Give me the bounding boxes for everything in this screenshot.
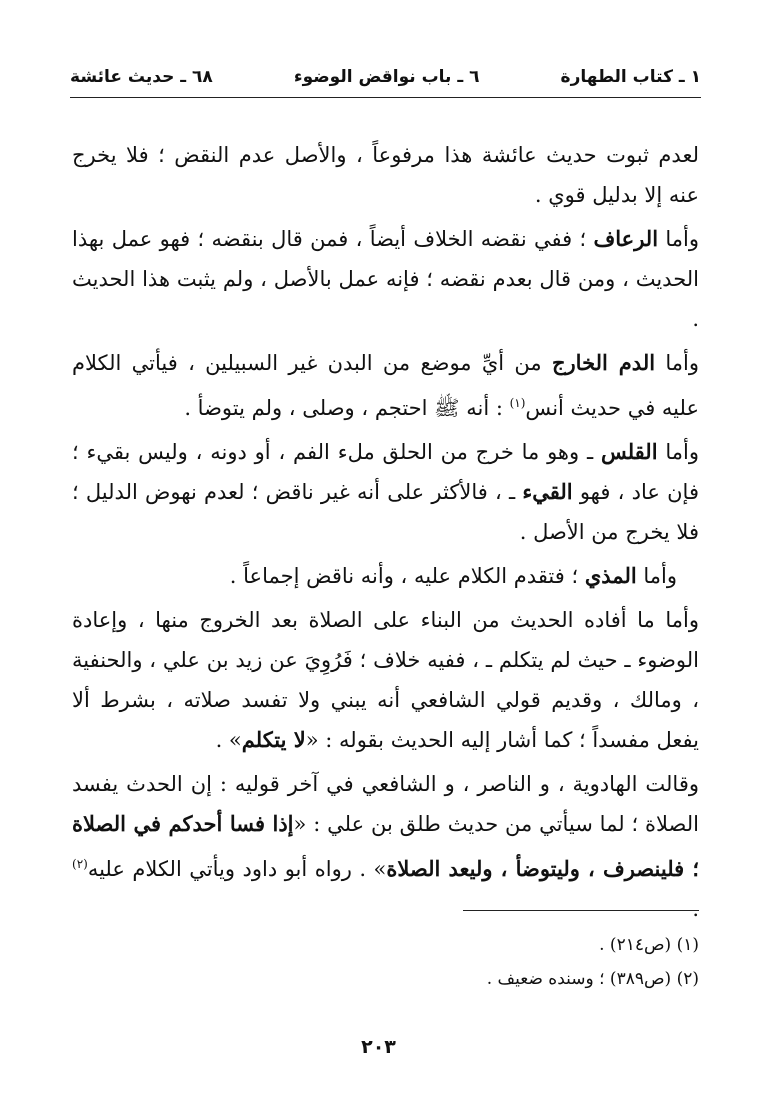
bold-term: الرعاف (593, 226, 659, 251)
bold-term: المذي (584, 563, 637, 588)
text-run: وأما (658, 227, 699, 251)
paragraph (72, 556, 699, 596)
paragraph (72, 135, 699, 215)
text-run: ؛ ففي نقضه الخلاف أيضاً ، فمن قال بنقضه ؛ فهو عمل بهذا الحديث ، ومن قال بعدم نقضه ؛ فإنه عمل بالأصل ، ولم يثبت هذا الحديث . (72, 227, 699, 331)
paragraph (72, 219, 699, 339)
text-run: وقالت الهادوية ، و الناصر ، و الشافعي في آخر قوليه : إن الحدث يفسد الصلاة ؛ لما سيأتي من حديث طلق بن علي : « (72, 772, 699, 836)
footnote-marker: (١) (509, 396, 526, 410)
text-run: ـ وهو ما خرج من الحلق ملء الفم ، أو دونه ، وليس بقيء ؛ فإن عاد ، فهو (72, 440, 699, 504)
text-run: » . رواه أبو داود ويأتي الكلام عليه (87, 857, 387, 881)
header-chapter: ١ ـ كتاب الطهارة (560, 67, 701, 87)
text-run: . (692, 897, 699, 921)
text-run: : أنه ﷺ احتجم ، وصلى ، ولم يتوضأ . (184, 396, 510, 420)
bold-term: لا يتكلم (241, 727, 306, 752)
footnote-marker: (٢) (72, 857, 88, 871)
paragraph (72, 432, 699, 552)
footnote-1: (١) (ص٢١٤) . (599, 935, 699, 955)
paragraph (72, 343, 699, 428)
bold-term: الدم الخارج (551, 350, 656, 375)
bold-term: القيء (522, 479, 573, 504)
text-run: وأما (636, 564, 677, 588)
footnote-divider (463, 910, 699, 911)
main-text (72, 135, 699, 933)
bold-term: القلس (600, 439, 658, 464)
running-header (70, 62, 701, 92)
footnotes (300, 928, 699, 996)
text-run: ؛ فتقدم الكلام عليه ، وأنه ناقض إجماعاً . (229, 564, 585, 588)
text-run: وأما (655, 351, 700, 375)
text-run: » . (215, 728, 242, 752)
header-section: ٦ ـ باب نواقض الوضوء (293, 67, 480, 87)
text-run: وأما ما أفاده الحديث من البناء على الصلاة بعد الخروج منها ، وإعادة الوضوء ـ حيث لم يتكلم ـ ، ففيه خلاف ؛ فَرُوِيَ عن زيد بن علي ، والحنفية ، ومالك ، وقديم قولي الشافعي أنه يبني ولا تفسد صلاته ، بشرط ألا يفعل مفسداً ؛ كما أشار إليه الحديث بقوله : « (72, 608, 699, 752)
page-number: ٢٠٣ (361, 1036, 396, 1058)
header-divider (70, 97, 701, 98)
paragraph (72, 600, 699, 760)
paragraph (72, 764, 699, 929)
text-run: ـ ، فالأكثر على أنه غير ناقض ؛ لعدم نهوض الدليل ؛ فلا يخرج من الأصل . (72, 480, 699, 544)
text-run: لعدم ثبوت حديث عائشة هذا مرفوعاً ، والأصل عدم النقض ؛ فلا يخرج عنه إلا بدليل قوي . (72, 143, 699, 207)
text-run: من أيِّ موضع من البدن غير السبيلين ، فيأتي الكلام عليه في حديث أنس (72, 351, 699, 420)
text-run: وأما (657, 440, 699, 464)
bold-term: إذا فسا أحدكم في الصلاة ؛ فلينصرف ، وليتوضأ ، وليعد الصلاة (72, 811, 699, 881)
header-hadith: ٦٨ ـ حديث عائشة (70, 67, 213, 87)
footnote-2: (٢) (ص٣٨٩) ؛ وسنده ضعيف . (486, 969, 699, 989)
